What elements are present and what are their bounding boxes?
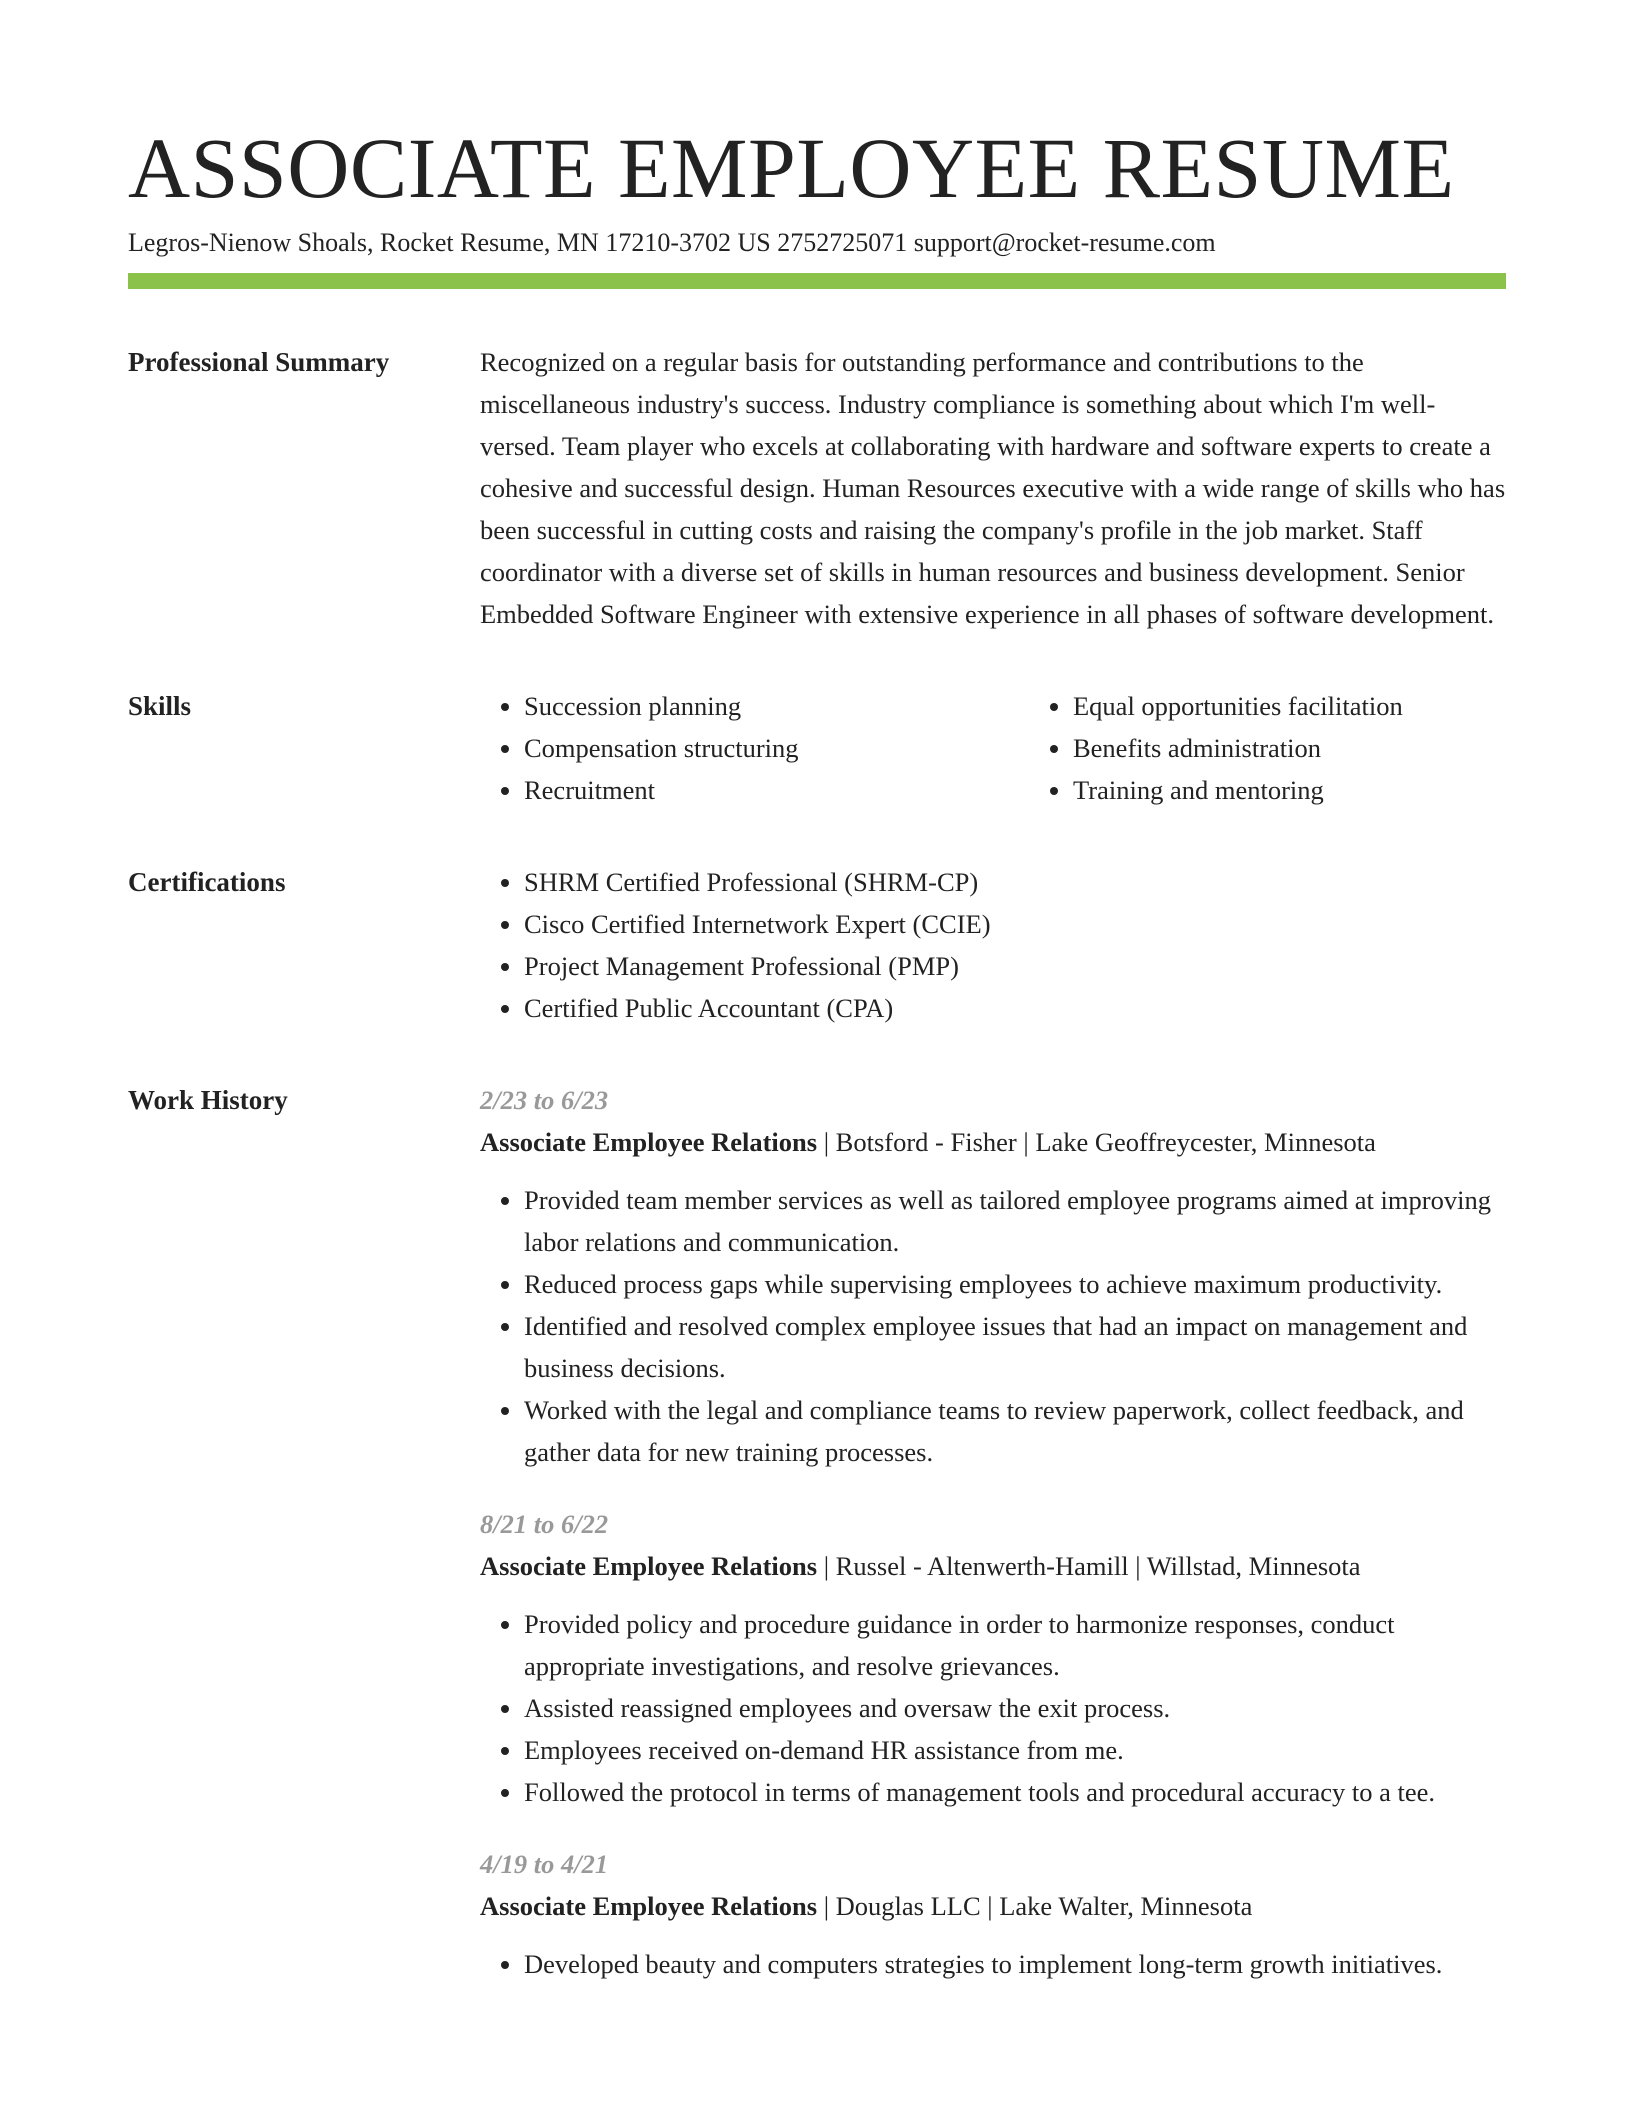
job-bullet: • Followed the protocol in terms of management tools and procedural accuracy to a tee. xyxy=(524,1771,1506,1813)
certification-item: • Certified Public Accountant (CPA) xyxy=(524,987,1506,1029)
accent-divider xyxy=(128,273,1506,289)
summary-heading: Professional Summary xyxy=(128,347,390,377)
contact-phone: 2752725071 xyxy=(777,228,908,257)
summary-section xyxy=(128,341,1506,635)
job-location: Lake Walter, Minnesota xyxy=(999,1891,1253,1921)
skills-list-right xyxy=(1029,685,1506,811)
job-title: Associate Employee Relations xyxy=(480,1551,818,1581)
job-bullet: • Identified and resolved complex employee issues that had an impact on management and business decisions. xyxy=(524,1305,1506,1389)
contact-line xyxy=(128,226,1506,260)
job-bullets xyxy=(480,1943,1506,1985)
job-location: Lake Geoffreycester, Minnesota xyxy=(1035,1127,1376,1157)
certification-item: • Project Management Professional (PMP) xyxy=(524,945,1506,987)
job-bullet: • Provided team member services as well as tailored employee programs aimed at improving labor relations and communication. xyxy=(524,1179,1506,1263)
job-bullet: • Reduced process gaps while supervising employees to achieve maximum productivity. xyxy=(524,1263,1506,1305)
resume-title: ASSOCIATE EMPLOYEE RESUME xyxy=(128,120,1455,216)
job-bullet: • Developed beauty and computers strategies to implement long-term growth initiatives. xyxy=(524,1943,1506,1985)
job-entry xyxy=(480,1843,1506,1985)
job-heading: Associate Employee Relations | Douglas LLC | Lake Walter, Minnesota xyxy=(480,1891,1253,1921)
job-heading: Associate Employee Relations | Russel - Altenwerth-Hamill | Willstad, Minnesota xyxy=(480,1551,1361,1581)
skill-item: • Succession planning xyxy=(524,685,1029,727)
job-bullets xyxy=(480,1179,1506,1473)
certification-item: • SHRM Certified Professional (SHRM-CP) xyxy=(524,861,1506,903)
job-bullet: • Employees received on-demand HR assistance from me. xyxy=(524,1729,1506,1771)
job-heading: Associate Employee Relations | Botsford - Fisher | Lake Geoffreycester, Minnesota xyxy=(480,1127,1376,1157)
skill-item: • Training and mentoring xyxy=(1073,769,1506,811)
job-entry xyxy=(480,1503,1506,1813)
job-bullet: • Provided policy and procedure guidance in order to harmonize responses, conduct appropriate investigations, and resolve grievances. xyxy=(524,1603,1506,1687)
job-dates: 2/23 to 6/23 xyxy=(480,1085,609,1115)
job-dates: 4/19 to 4/21 xyxy=(480,1849,609,1879)
skills-heading: Skills xyxy=(128,691,192,721)
contact-address: Legros-Nienow Shoals, Rocket Resume, MN 17210-3702 US xyxy=(128,228,771,257)
skills-list-left xyxy=(480,685,1029,811)
job-company: Douglas LLC xyxy=(835,1891,981,1921)
job-dates: 8/21 to 6/22 xyxy=(480,1509,609,1539)
job-bullet: • Worked with the legal and compliance teams to review paperwork, collect feedback, and gather data for new training processes. xyxy=(524,1389,1506,1473)
skill-item: • Benefits administration xyxy=(1073,727,1506,769)
job-bullets xyxy=(480,1603,1506,1813)
skill-item: • Equal opportunities facilitation xyxy=(1073,685,1506,727)
resume-page xyxy=(128,118,1506,2015)
certifications-heading: Certifications xyxy=(128,867,286,897)
skill-item: • Recruitment xyxy=(524,769,1029,811)
job-title: Associate Employee Relations xyxy=(480,1127,818,1157)
job-company: Russel - Altenwerth-Hamill xyxy=(835,1551,1129,1581)
work-history-section xyxy=(128,1079,1506,2015)
job-entry xyxy=(480,1079,1506,1473)
summary-text: Recognized on a regular basis for outstanding performance and contributions to the miscellaneous industry's success. Industry compliance is something about which I'm well-versed. Team player who excels at collaborating with hardware and software experts to create a cohesive and successful design. Human Resources executive with a wide range of skills who has been successful in cutting costs and raising the company's profile in the job market. Staff coordinator with a diverse set of skills in human resources and business development. Senior Embedded Software Engineer with extensive experience in all phases of software development. xyxy=(480,347,1506,629)
job-title: Associate Employee Relations xyxy=(480,1891,818,1921)
job-company: Botsford - Fisher xyxy=(835,1127,1017,1157)
contact-email: support@rocket-resume.com xyxy=(913,228,1216,257)
certifications-list xyxy=(480,861,1506,1029)
certifications-section xyxy=(128,861,1506,1029)
job-location: Willstad, Minnesota xyxy=(1146,1551,1361,1581)
job-bullet: • Assisted reassigned employees and oversaw the exit process. xyxy=(524,1687,1506,1729)
skills-section xyxy=(128,685,1506,811)
certification-item: • Cisco Certified Internetwork Expert (CCIE) xyxy=(524,903,1506,945)
work-history-heading: Work History xyxy=(128,1085,288,1115)
skill-item: • Compensation structuring xyxy=(524,727,1029,769)
